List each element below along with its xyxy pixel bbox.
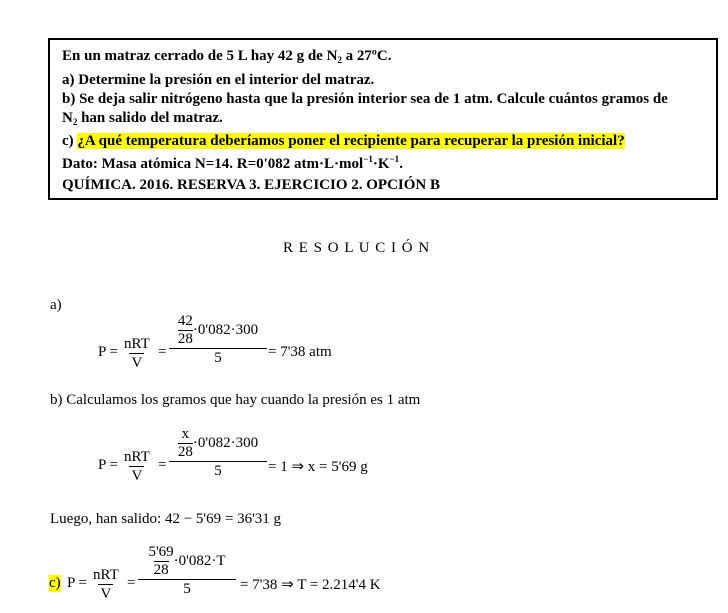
part-a-nrt-fraction	[122, 335, 152, 372]
part-b-nrt-fraction	[122, 448, 152, 485]
mass-fraction	[178, 313, 193, 348]
part-c-result: = 7'38 ⇒ T = 2.214'4 K	[240, 577, 381, 593]
mass-fraction	[178, 426, 193, 461]
numerator: nRT	[124, 336, 150, 352]
main-denominator: 5	[169, 461, 267, 480]
part-b-main-fraction	[169, 426, 267, 480]
mass-num: x	[181, 426, 190, 442]
part-b-result: = 1 ⇒ x = 5'69 g	[268, 459, 368, 475]
denominator: V	[131, 468, 143, 484]
part-c-label: c)	[49, 575, 61, 591]
part-c-main-fraction	[138, 544, 236, 598]
numerator-rest: ·0'082·300	[192, 434, 259, 451]
problem-line-4-a: N	[62, 110, 73, 126]
main-denominator: 5	[138, 579, 236, 598]
luego-line: Luego, han salido: 42 − 5'69 = 36'31 g	[50, 511, 282, 527]
mass-num: 5'69	[148, 544, 174, 560]
main-numerator	[176, 313, 260, 348]
subscript-2: 2	[72, 117, 78, 127]
mass-den: 28	[177, 331, 193, 347]
denominator: V	[100, 586, 112, 602]
part-a-equals: =	[158, 344, 167, 360]
problem-line-1-text: En un matraz cerrado de 5 L hay 42 g de N	[62, 48, 338, 64]
problem-line-5	[62, 133, 625, 150]
part-a-result: = 7'38 atm	[268, 344, 332, 360]
part-a-label: a)	[50, 297, 62, 313]
dato-text-k: ·K	[372, 156, 390, 172]
numerator: nRT	[93, 567, 119, 583]
superscript: −1	[389, 154, 400, 164]
part-c-p: P =	[67, 575, 87, 591]
part-b-equals: =	[158, 457, 167, 473]
question-c-highlighted: ¿A qué temperatura deberíamos poner el recipiente para recuperar la presión inicial?	[77, 133, 625, 149]
mass-fraction	[148, 544, 173, 579]
superscript: −1	[363, 154, 373, 164]
problem-line-7: QUÍMICA. 2016. RESERVA 3. EJERCICIO 2. OPCIÓN B	[62, 177, 440, 193]
dato-period: .	[399, 156, 403, 172]
numerator-rest: ·0'082·300	[192, 321, 259, 338]
problem-line-2: a) Determine la presión en el interior del matraz.	[62, 72, 375, 88]
problem-line-4-b: han salido del matraz.	[77, 110, 223, 126]
main-numerator	[146, 544, 227, 579]
main-denominator: 5	[169, 348, 267, 367]
mass-den: 28	[177, 444, 193, 460]
problem-box	[48, 38, 718, 200]
problem-line-6	[62, 154, 403, 173]
problem-line-4	[62, 110, 223, 127]
problem-line-3: b) Se deja salir nitrógeno hasta que la presión interior sea de 1 atm. Calcule cuántos gramos de	[62, 91, 668, 107]
question-c-label: c)	[62, 133, 78, 149]
main-numerator	[176, 426, 260, 461]
resolution-heading: R E S O L U C I Ó N	[283, 240, 431, 256]
numerator-rest: ·0'082·T	[173, 552, 226, 569]
mass-den: 28	[153, 562, 169, 578]
part-c-equals: =	[127, 575, 136, 591]
part-a-main-fraction	[169, 313, 267, 367]
part-b-p: P =	[98, 457, 118, 473]
problem-line-1-end: a 27ºC.	[341, 48, 392, 64]
denominator: V	[131, 355, 143, 371]
numerator: nRT	[124, 449, 150, 465]
subscript-2: 2	[337, 55, 342, 65]
part-b-text: b) Calculamos los gramos que hay cuando la presión es 1 atm	[50, 392, 421, 408]
part-c-nrt-fraction	[91, 566, 121, 603]
problem-line-1	[62, 48, 391, 65]
mass-num: 42	[177, 313, 193, 329]
dato-text: Dato: Masa atómica N=14. R=0'082 atm·L·mol	[62, 156, 364, 172]
part-a-p: P =	[98, 344, 118, 360]
